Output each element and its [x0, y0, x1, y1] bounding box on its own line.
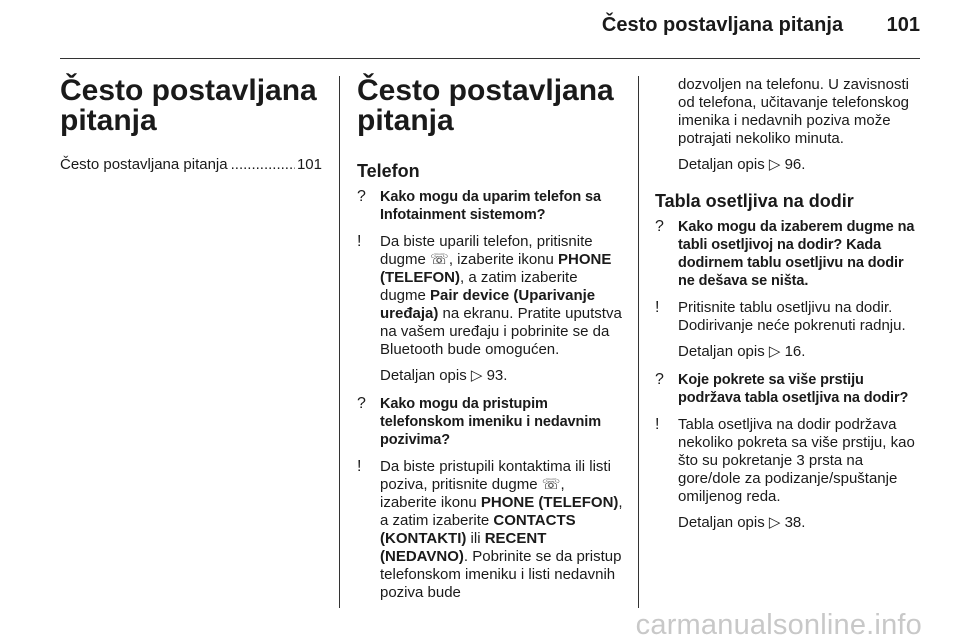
question-1 [357, 188, 625, 224]
toc-page: 101 [296, 156, 322, 173]
question-3 [655, 218, 923, 290]
toc-leader-dots [231, 156, 295, 174]
answer-1 [357, 233, 625, 359]
column-2 [357, 76, 625, 602]
question-4 [655, 371, 923, 407]
answer-text: Da biste pristupili kontaktima ili listi poziva, pritisnite dugme ☏, izaberite ikonu PHONE (TELEFON), a zatim izaberite CONTACTS (KONTAKTI) ili RECENT (NEDAVNO). Pobrinite se da pristup telefonskom imeniku i listi nedavnih poziva bude [380, 458, 623, 601]
column-3 [655, 76, 923, 532]
watermark: carmanualsonline.info [635, 609, 922, 641]
subsection-telefon: Telefon [357, 161, 420, 181]
answer-text: Da biste uparili telefon, pritisnite dugme ☏, izaberite ikonu PHONE (TELEFON), a zatim izaberite dugme Pair device (Uparivanje uređaja) na ekranu. Pratite uputstva na vašem uređaju i pobrinite se da Bluetooth bude omogućen. [380, 233, 622, 358]
answer-icon: ! [655, 299, 660, 316]
toc-entry[interactable] [60, 156, 322, 174]
reference-link-93[interactable]: Detaljan opis ▷ 93. [380, 367, 508, 384]
answer-3 [655, 299, 923, 335]
question-text: Kako mogu da izaberem dugme na tabli osetljivoj na dodir? Kada dodirnem tablu osetljivu na dodir ne dešava se ništa. [678, 219, 915, 289]
toc-label: Često postavljana pitanja [60, 156, 228, 173]
column-divider-2 [638, 76, 639, 608]
answer-continuation: dozvoljen na telefonu. U zavisnosti od telefona, učitavanje telefonskog imenika i nedavnih poziva može potrajati nekoliko minuta. [678, 76, 909, 147]
running-header [602, 14, 920, 37]
question-icon: ? [357, 188, 366, 205]
page-number: 101 [886, 14, 920, 36]
subsection-tabla: Tabla osetljiva na dodir [655, 191, 854, 211]
answer-icon: ! [357, 458, 362, 475]
header-title: Često postavljana pitanja [601, 14, 844, 36]
question-icon: ? [655, 371, 664, 388]
section-title: Često postavljana pitanja [357, 74, 614, 137]
question-text: Koje pokrete sa više prstiju podržava tabla osetljiva na dodir? [678, 372, 909, 406]
reference-link-96[interactable]: Detaljan opis ▷ 96. [678, 156, 806, 173]
answer-text: Pritisnite tablu osetljivu na dodir. Dodirivanje neće pokrenuti radnju. [678, 299, 906, 334]
answer-text: Tabla osetljiva na dodir podržava nekoliko pokreta sa više prstiju, kao što su pokretanje 3 prsta na gore/dole za podizanje/spuštanje omiljenog reda. [678, 416, 915, 505]
answer-icon: ! [655, 416, 660, 433]
reference-link-38[interactable]: Detaljan opis ▷ 38. [678, 514, 806, 531]
question-icon: ? [655, 218, 664, 235]
question-2 [357, 395, 625, 449]
phone-icon: ☏ [541, 476, 561, 493]
header-rule [60, 58, 920, 59]
question-icon: ? [357, 395, 366, 412]
answer-4 [655, 416, 923, 506]
chapter-title: Često postavljana pitanja [60, 74, 317, 137]
reference-link-16[interactable]: Detaljan opis ▷ 16. [678, 343, 806, 360]
question-text: Kako mogu da uparim telefon sa Infotainment sistemom? [380, 189, 601, 223]
answer-icon: ! [357, 233, 362, 250]
answer-2 [357, 458, 625, 602]
column-divider-1 [339, 76, 340, 608]
column-1 [60, 76, 322, 174]
question-text: Kako mogu da pristupim telefonskom imeniku i nedavnim pozivima? [380, 396, 601, 448]
phone-icon: ☏ [430, 251, 449, 268]
